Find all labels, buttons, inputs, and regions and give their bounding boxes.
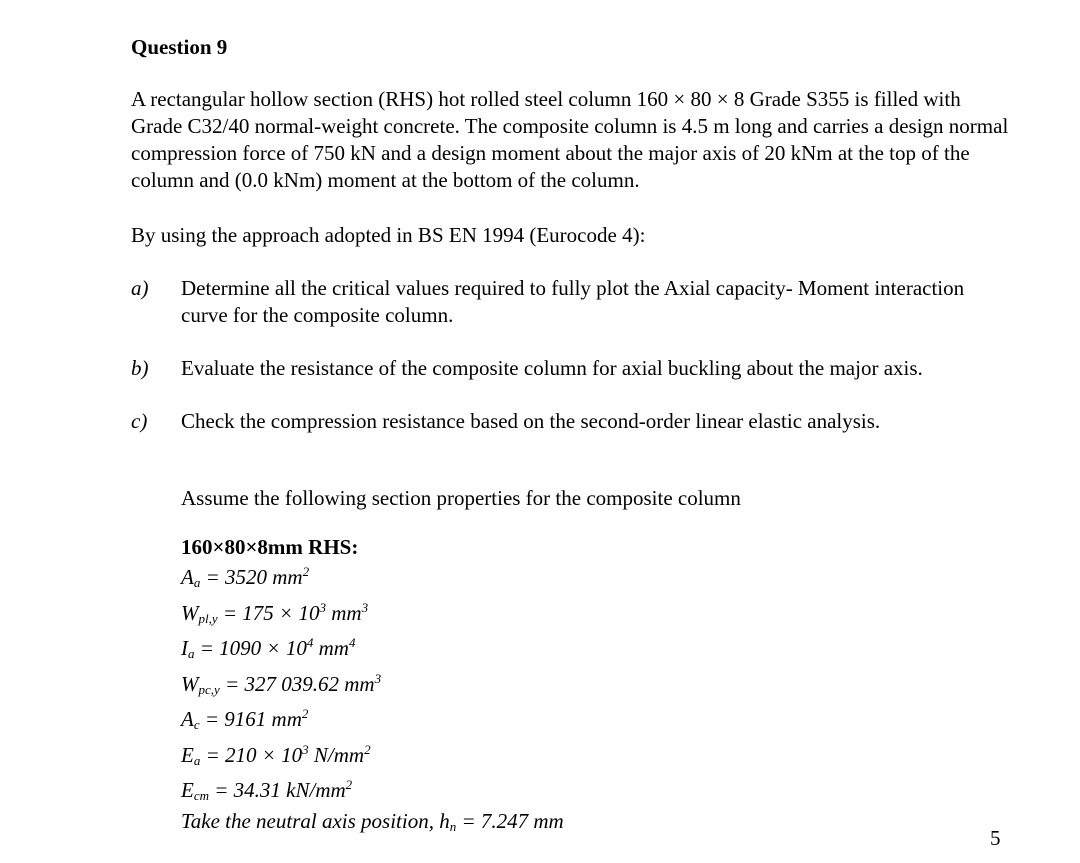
property-wply: $W_{pl,y} = 175 \times 10^3$ $mm^3$ bbox=[181, 599, 369, 626]
property-ia: $I_a = 1090 \times 10^4$ $mm^4$ bbox=[181, 635, 356, 661]
task-text: Check the compression resistance based on the second-order linear elastic analysis. bbox=[181, 409, 881, 433]
property-ac: $A_c = 9161$ $mm^2$ bbox=[181, 706, 309, 732]
task-marker: c) bbox=[131, 409, 148, 433]
task-marker: b) bbox=[131, 356, 149, 380]
task-item-c bbox=[131, 408, 1011, 435]
task-marker: a) bbox=[131, 276, 149, 300]
task-text: Evaluate the resistance of the composite column for axial buckling about the major axis. bbox=[181, 356, 923, 380]
task-item-a bbox=[131, 275, 1011, 329]
section-properties-title: 160×80×8mm RHS: bbox=[181, 535, 359, 559]
assumption-statement: Assume the following section properties for the composite column bbox=[181, 486, 741, 510]
property-aa: $A_a = 3520$ $mm^2$ bbox=[181, 564, 310, 590]
approach-statement: By using the approach adopted in BS EN 1994 (Eurocode 4): bbox=[131, 223, 646, 247]
property-ea: $E_a = 210 \times 10^3$ $N/mm^2$ bbox=[181, 741, 371, 768]
question-heading: Question 9 bbox=[131, 35, 228, 59]
problem-statement: A rectangular hollow section (RHS) hot rolled steel column 160 × 80 × 8 Grade S355 is filled with Grade C32/40 normal-weight concrete. The composite column is 4.5 m long and carries a design normal compression force of 750 kN and a design moment about the major axis of 20 kNm at the top of the column and (0.0 kNm) moment at the bottom of the column. bbox=[131, 87, 1009, 192]
section-properties bbox=[181, 535, 564, 839]
property-hn: Take the neutral axis position, $h_n = 7.247$ mm bbox=[181, 808, 564, 834]
property-wpcy: $W_{pc,y} = 327$ 039.62 $mm^3$ bbox=[181, 670, 382, 697]
property-ecm: $E_{cm} = 34.31$ $kN/mm^2$ bbox=[181, 777, 353, 803]
task-item-b bbox=[131, 355, 1011, 382]
task-text: Determine all the critical values required to fully plot the Axial capacity- Moment interaction curve for the composite column. bbox=[181, 276, 965, 327]
page-number: 5 bbox=[990, 826, 1001, 850]
